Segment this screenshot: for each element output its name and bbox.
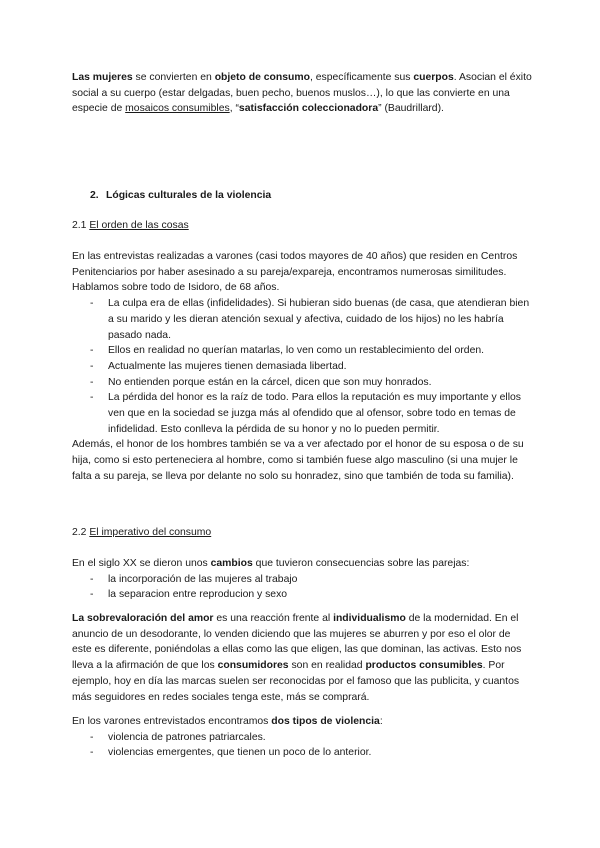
intro-paragraph: Las mujeres se convierten en objeto de consumo, específicamente sus cuerpos. Asocian el éxito social a su cuerpo (estar delgadas, buen pecho, buenos muslos…), lo que las convierte en una especie de mosaicos consumibles, “satisfacción coleccionadora” (Baudrillard).: [72, 72, 532, 115]
subsection-heading-2-1: 2.1 El orden de las cosas: [72, 220, 189, 231]
list-item: - Actualmente las mujeres tienen demasiada libertad.: [72, 359, 532, 375]
list-item: - La culpa era de ellas (infidelidades). Si hubieran sido buenas (de casa, que atendieran bien a su marido y les dieran atención sexual y afectiva, cuidado de los hijos) no les habría pasado nada.: [72, 296, 532, 343]
list-item: - la incorporación de las mujeres al trabajo: [72, 572, 532, 588]
subsection-2-1-body: [72, 249, 532, 485]
section-heading: 2. Lógicas culturales de la violencia: [90, 190, 272, 201]
subsection-2-2-love: La sobrevaloración del amor es una reacción frente al individualismo de la modernidad. En el anuncio de un desodorante, lo venden diciendo que las mujeres se aburren y por eso el olor de este es diferente, poniéndolas a ellas como las que eligen, las que dominan, las activas. Esto nos lleva a la afirmación de que los consumidores son en realidad productos consumibles. Por ejemplo, hoy en día las marcas suelen ser reconocidas por el famoso que las publicita, y cuantos más seguidores en redes sociales tenga este, más se comprará.: [72, 613, 522, 703]
list-item: - Ellos en realidad no querían matarlas, lo ven como un restablecimiento del orden.: [72, 343, 532, 359]
bullet-list: [72, 296, 532, 437]
subsection-2-2-violence: En los varones entrevistados encontramos dos tipos de violencia: - violencia de patrones patriarcales. - violencias emergentes, que tienen un poco de lo anterior.: [72, 714, 532, 761]
list-item: - la separacion entre reproducion y sexo: [72, 587, 532, 603]
subsection-heading-2-2: 2.2 El imperativo del consumo: [72, 527, 212, 538]
paragraph: En las entrevistas realizadas a varones (casi todos mayores de 40 años) que residen en Centros Penitenciarios por haber asesinado a su pareja/expareja, encontramos numerosas similitudes. Hablamos sobre todo de Isidoro, de 68 años.: [72, 251, 518, 294]
bullet-list: [72, 572, 532, 603]
list-item: - No entienden porque están en la cárcel, dicen que son muy honrados.: [72, 375, 532, 391]
subsection-2-2-changes: En el siglo XX se dieron unos cambios que tuvieron consecuencias sobre las parejas: - la incorporación de las mujeres al trabajo - la separacion entre reproducion y sexo: [72, 556, 532, 603]
bullet-list: [72, 730, 532, 761]
list-item: - violencias emergentes, que tienen un poco de lo anterior.: [72, 745, 532, 761]
paragraph: Además, el honor de los hombres también se va a ver afectado por el honor de su esposa o de su hija, como si esto perteneciera al hombre, como si también fuese algo masculino (si una mujer le falta a su pareja, se lleva por delante no solo su honradez, sino que también de toda su familia).: [72, 439, 524, 482]
list-item: - violencia de patrones patriarcales.: [72, 730, 532, 746]
list-item: - La pérdida del honor es la raíz de todo. Para ellos la reputación es muy importante y ellos ven que en la sociedad se juzga más al ofendido que al ofensor, sobre todo en temas de infidelidad. Esto conlleva la pérdida de su honor y no lo pueden permitir.: [72, 390, 532, 437]
